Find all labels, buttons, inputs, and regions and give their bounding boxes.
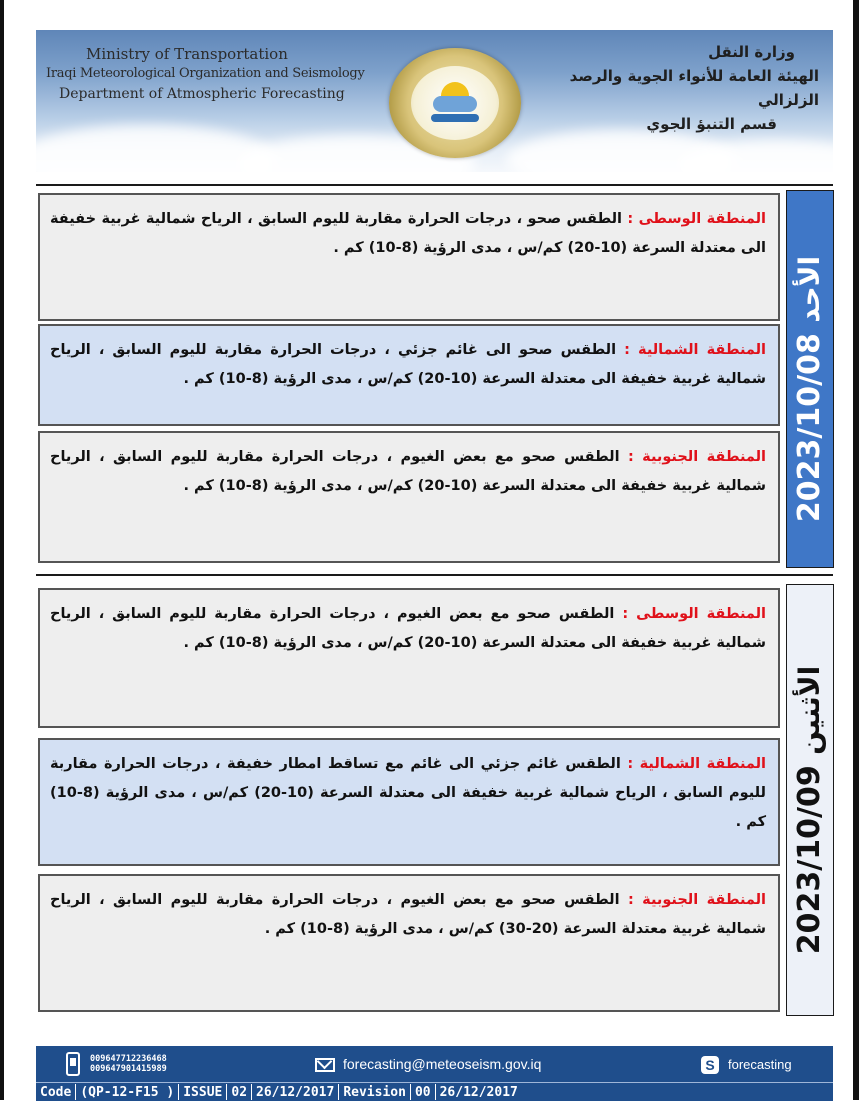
phone-icon: [66, 1052, 80, 1076]
issue-date: 26/12/2017: [256, 1084, 335, 1100]
day-name: الأثنين: [793, 665, 826, 755]
ministry-name-en: Ministry of Transportation: [86, 45, 288, 63]
region-text: [50, 336, 766, 394]
region-forecast: الطقس صحو مع بعض الغيوم ، درجات الحرارة مقاربة لليوم السابق ، الرياح شمالية غربية خفيفة الى معتدلة السرعة (10-20) كم/س ، مدى الرؤية (8-10) كم .: [50, 449, 766, 494]
region-label: المنطقة الشمالية :: [627, 756, 767, 772]
department-name-ar: قسم التنبؤ الجوي: [646, 115, 777, 133]
region-text: [50, 443, 766, 501]
header-banner: [36, 30, 833, 172]
region-text: [50, 886, 766, 944]
skype-icon: S: [701, 1056, 719, 1074]
date-label: [790, 600, 830, 1000]
region-text: [50, 205, 766, 263]
footer-document-info: [36, 1082, 833, 1101]
region-forecast-box: [38, 324, 780, 426]
code-label: Code: [40, 1084, 72, 1100]
mail-icon: [315, 1058, 335, 1072]
region-label: المنطقة الجنوبية :: [627, 892, 766, 908]
ministry-name-ar: وزارة النقل: [708, 43, 795, 61]
phone-number: 009647901415989: [90, 1064, 167, 1074]
page-edge-right: [853, 0, 859, 1100]
region-text: [50, 600, 766, 658]
date-bar: [786, 190, 834, 568]
region-label: المنطقة الوسطى :: [622, 606, 766, 622]
region-forecast: الطقس صحو مع بعض الغيوم ، درجات الحرارة مقاربة لليوم السابق ، الرياح شمالية غربية خفيفة الى معتدلة السرعة (10-20) كم/س ، مدى الرؤية (8-10) كم .: [50, 606, 766, 651]
region-forecast: الطقس صحو مع بعض الغيوم ، درجات الحرارة مقاربة لليوم السابق ، الرياح شمالية غربية معتدلة السرعة (20-30) كم/س ، مدى الرؤية (8-10) كم .: [50, 892, 766, 937]
organization-name-ar: الهيئة العامة للأنواء الجوية والرصد الزلزالي: [569, 67, 819, 109]
page-edge-left: [0, 0, 4, 1100]
date-label: [790, 179, 830, 579]
region-forecast-box: [38, 738, 780, 866]
region-forecast-box: [38, 193, 780, 321]
organization-seal-logo: [389, 48, 521, 158]
region-label: المنطقة الوسطى :: [627, 211, 766, 227]
department-name-en: Department of Atmospheric Forecasting: [59, 86, 345, 102]
issue-label: ISSUE: [183, 1084, 223, 1100]
cloud-icon: [433, 96, 477, 112]
logo-emblem: [411, 66, 499, 140]
region-label: المنطقة الشمالية :: [624, 342, 766, 358]
day-section: [36, 190, 833, 570]
issue-number: 02: [231, 1084, 248, 1100]
header-english: [46, 44, 365, 104]
phone-number: 009647712236468: [90, 1054, 167, 1064]
header-divider: [36, 184, 833, 186]
region-forecast: الطقس صحو الى غائم جزئي ، درجات الحرارة مقاربة لليوم السابق ، الرياح شمالية غربية خفيفة الى معتدلة السرعة (10-20) كم/س ، مدى الرؤية (8-10) كم .: [50, 342, 766, 387]
day-section: [36, 584, 833, 1016]
footer-contact-bar: [36, 1046, 833, 1082]
header-arabic: [529, 40, 819, 136]
wave-icon: [431, 114, 479, 122]
code-value: (QP-12-F15 ): [80, 1084, 175, 1100]
phone-numbers: [90, 1054, 167, 1074]
revision-number: 00: [414, 1084, 431, 1100]
revision-label: Revision: [343, 1084, 406, 1100]
region-text: [50, 750, 766, 837]
skype-handle[interactable]: forecasting: [728, 1057, 792, 1072]
region-forecast: الطقس غائم جزئي الى غائم مع تساقط امطار خفيفة ، درجات الحرارة مقاربة لليوم السابق ، الرياح شمالية غربية خفيفة الى معتدلة السرعة (10-20) كم/س ، مدى الرؤية (8-10) كم .: [50, 756, 766, 830]
day-name: الأحد: [793, 255, 826, 323]
revision-date: 26/12/2017: [439, 1084, 518, 1100]
date-value: 2023/10/09: [792, 765, 827, 955]
organization-name-en: Iraqi Meteorological Organization and Seismology: [46, 66, 365, 81]
date-bar: [786, 584, 834, 1016]
region-forecast-box: [38, 588, 780, 728]
day-divider: [36, 574, 833, 576]
region-forecast-box: [38, 874, 780, 1012]
email-address[interactable]: forecasting@meteoseism.gov.iq: [343, 1056, 542, 1072]
region-forecast: الطقس صحو ، درجات الحرارة مقاربة لليوم السابق ، الرياح شمالية غربية خفيفة الى معتدلة السرعة (10-20) كم/س ، مدى الرؤية (8-10) كم .: [50, 211, 766, 256]
region-label: المنطقة الجنوبية :: [627, 449, 766, 465]
date-value: 2023/10/08: [792, 333, 827, 523]
region-forecast-box: [38, 431, 780, 563]
